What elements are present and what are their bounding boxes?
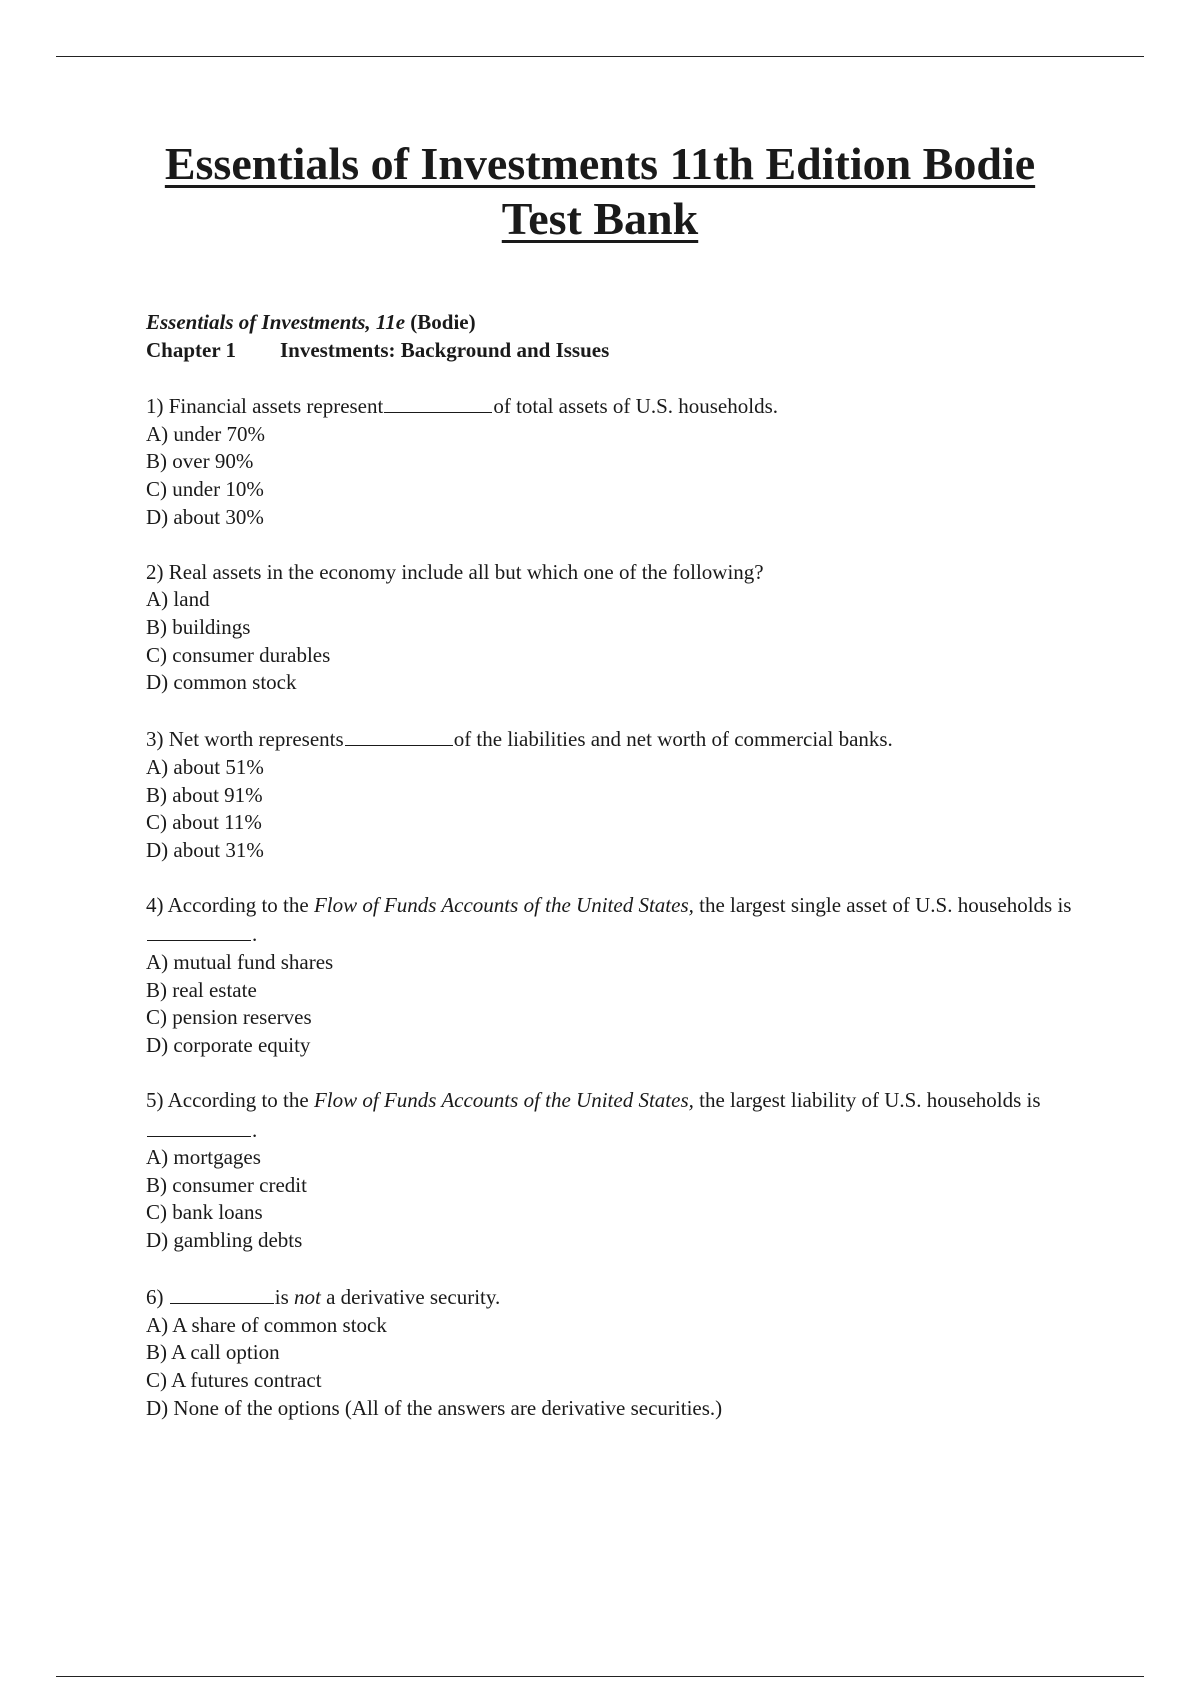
stem-text: 1) Financial assets represent — [146, 394, 384, 419]
stem-text: 5) According to the — [146, 1088, 309, 1113]
question-6 — [146, 1282, 1106, 1422]
question-stem — [146, 1282, 1106, 1312]
option-d: D) common stock — [146, 670, 297, 695]
book-title: Essentials of Investments, 11e — [146, 310, 406, 334]
option-c: C) pension reserves — [146, 1005, 312, 1030]
stem-text: the largest liability of U.S. households is — [699, 1088, 1041, 1113]
question-3 — [146, 724, 1106, 864]
question-1 — [146, 391, 1106, 531]
question-stem: 2) Real assets in the economy include all but which one of the following? — [146, 559, 764, 584]
stem-italic-text: not — [294, 1285, 321, 1310]
option-d: D) None of the options (All of the answers are derivative securities.) — [146, 1395, 723, 1420]
answer-blank — [384, 391, 492, 413]
title-line-2: Test Bank — [501, 193, 699, 244]
question-stem — [146, 1087, 1106, 1144]
question-4 — [146, 892, 1106, 1060]
stem-text: is — [274, 1285, 289, 1310]
option-a: A) under 70% — [146, 421, 265, 446]
option-b: B) about 91% — [146, 782, 263, 807]
option-b: B) A call option — [146, 1340, 280, 1365]
answer-blank — [170, 1282, 274, 1304]
option-d: D) corporate equity — [146, 1032, 311, 1057]
option-a: A) A share of common stock — [146, 1312, 387, 1337]
option-b: B) consumer credit — [146, 1172, 307, 1197]
stem-text: the largest single asset of U.S. households is — [699, 892, 1072, 917]
question-stem — [146, 892, 1106, 949]
option-c: C) bank loans — [146, 1200, 263, 1225]
option-b: B) over 90% — [146, 449, 254, 474]
option-c: C) consumer durables — [146, 642, 331, 667]
chapter-heading — [146, 337, 1106, 365]
book-author: (Bodie) — [410, 310, 476, 334]
stem-text: of the liabilities and net worth of commercial banks. — [453, 727, 893, 752]
option-b: B) real estate — [146, 977, 257, 1002]
option-c: C) under 10% — [146, 476, 264, 501]
question-5 — [146, 1087, 1106, 1255]
option-a: A) land — [146, 587, 210, 612]
stem-italic-text: Flow of Funds Accounts of the United States, — [313, 892, 694, 917]
bottom-rule — [56, 1676, 1144, 1677]
option-a: A) about 51% — [146, 754, 264, 779]
stem-text: 6) — [146, 1285, 164, 1310]
title-line-1: Essentials of Investments 11th Edition Bodie — [164, 138, 1036, 189]
option-d: D) about 31% — [146, 837, 264, 862]
option-d: D) gambling debts — [146, 1228, 303, 1252]
stem-text: 3) Net worth represents — [146, 727, 344, 752]
document-title — [60, 136, 1140, 246]
option-d: D) about 30% — [146, 504, 264, 529]
answer-blank — [147, 1115, 251, 1137]
option-a: A) mutual fund shares — [146, 950, 334, 975]
top-rule — [56, 56, 1144, 57]
stem-text: a derivative security. — [326, 1285, 501, 1310]
stem-italic-text: Flow of Funds Accounts of the United States, — [313, 1088, 694, 1113]
option-c: C) about 11% — [146, 810, 262, 835]
chapter-number: Chapter 1 — [146, 337, 237, 362]
question-2 — [146, 559, 1106, 697]
option-c: C) A futures contract — [146, 1367, 322, 1392]
stem-text: . — [252, 922, 258, 947]
option-a: A) mortgages — [146, 1145, 261, 1170]
document-body — [146, 309, 1106, 1450]
stem-text: . — [252, 1117, 258, 1142]
option-b: B) buildings — [146, 614, 251, 639]
book-reference — [146, 309, 1106, 337]
stem-text: of total assets of U.S. households. — [493, 394, 778, 419]
answer-blank — [147, 919, 251, 941]
question-stem — [146, 391, 1106, 421]
answer-blank — [345, 724, 453, 746]
chapter-title: Investments: Background and Issues — [280, 337, 610, 362]
question-stem — [146, 724, 1106, 754]
stem-text: 4) According to the — [146, 892, 309, 917]
